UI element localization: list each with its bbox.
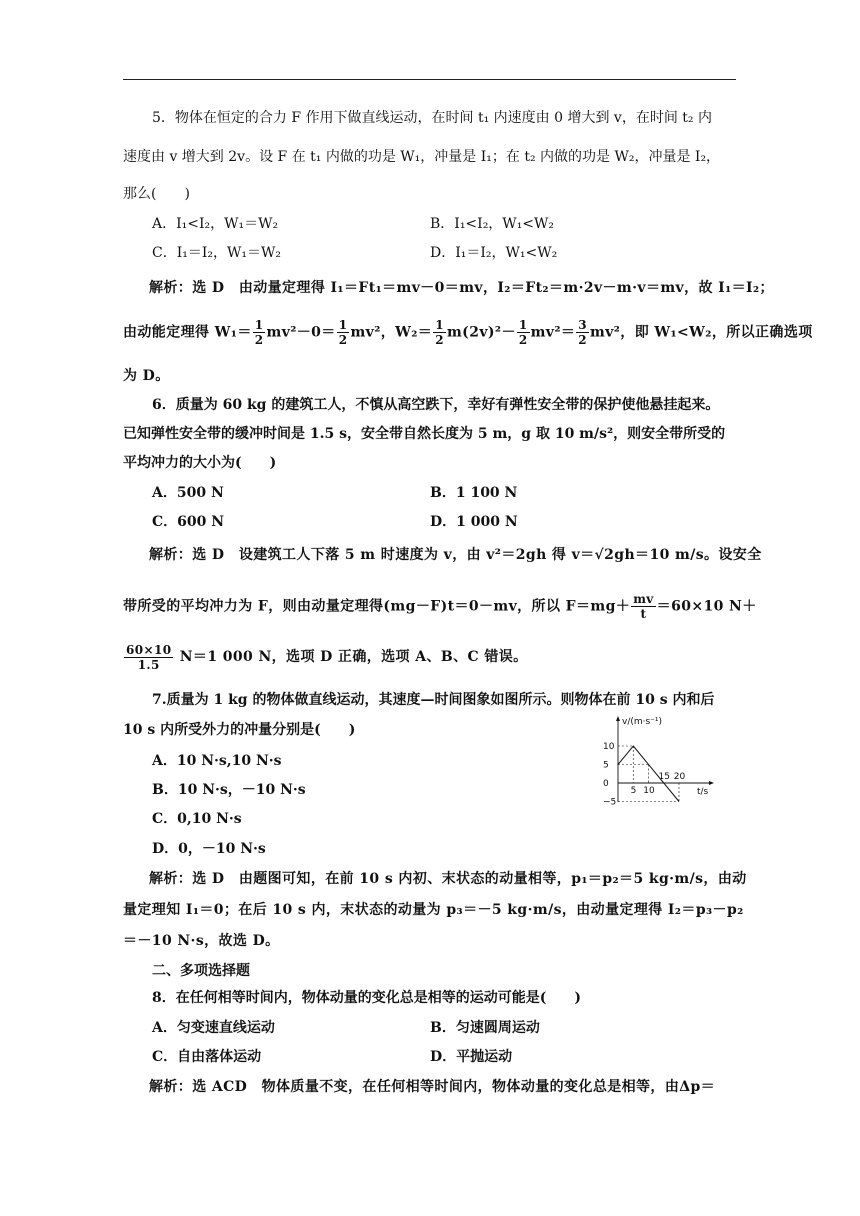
x-tick-label: 10 [643,786,655,796]
fraction-600-over-1-5: $\frac{60\times 10}{1.5}$ [126,642,172,672]
q8-option-c: C．自由落体运动 [152,1049,262,1065]
fraction-half: $\frac{1}{2}$ [338,318,348,347]
q6-solution-line1: 解析：选 D 设建筑工人下落 5 m 时速度为 v，由 v²＝2gh 得 v＝√2gh＝10 m/s。设安全 [149,547,762,563]
q5-stem-line2: 速度由 v 增大到 2v。设 F 在 t₁ 内做的功是 W₁，冲量是 I₁；在 t₂ 内做的功是 W₂，冲量是 I₂， [123,149,721,165]
q7-stem-line1: 7.质量为 1 kg 的物体做直线运动，其速度—时间图象如图所示。则物体在前 10 s 内和后 [152,692,715,708]
fraction-three-halves: $\frac{3}{2}$ [578,318,588,347]
q5-option-c: C．I₁＝I₂，W₁＝W₂ [152,245,282,261]
q6-option-a: A．500 N [152,485,224,501]
q6-option-b: B．1 100 N [430,485,518,501]
fraction-mv-over-t: $\frac{mv}{t}$ [633,592,654,621]
q7-option-a: A．10 N·s,10 N·s [152,753,282,769]
q8-option-a: A．匀变速直线运动 [152,1020,275,1036]
q5-stem-line3: 那么( ) [123,186,190,202]
q7-solution-line1: 解析：选 D 由题图可知，在前 10 s 内初、末状态的动量相等，p₁＝p₂＝5 kg·m/s，由动 [149,871,747,887]
q7-stem-line2: 10 s 内所受外力的冲量分别是( ) [123,722,356,738]
q5-solution-line3: 为 D。 [123,368,170,384]
y-tick-label: 0 [603,779,609,789]
q8-option-b: B．匀速圆周运动 [430,1020,540,1036]
q5-solution-line1: 解析：选 D 由动量定理得 I₁＝Ft₁＝mv－0＝mv，I₂＝Ft₂＝m·2v－m·v＝mv，故 I₁＝I₂； [149,280,774,296]
q6-stem-line3: 平均冲力的大小为( ) [123,455,277,471]
chart-xlabel: t/s [697,787,709,797]
q8-stem-line1: 8．在任何相等时间内，物体动量的变化总是相等的运动可能是( ) [152,990,581,1006]
q6-option-d: D．1 000 N [430,514,518,530]
q6-solution-line2: 带所受的平均冲力为 F，则由动量定理得(mg－F)t＝0－mv，所以 F＝mg＋ $\frac{mv}{t}$ ＝60×10 N＋ [123,592,757,621]
y-tick-label: 10 [603,742,615,752]
fraction-half: $\frac{1}{2}$ [518,318,528,347]
x-axis-arrow [709,781,714,785]
x-tick-label: 15 [658,772,670,782]
q5-solution-line2: 由动能定理得 W₁＝ $\frac{1}{2}$ mv²－0＝ $\frac{1}{2}$ mv²，W₂＝ $\frac{1}{2}$ m(2v)²－ $\frac{1}{2}$ mv²＝ $\frac{3}{2}$ mv²，即 W₁<W₂，所以正确选项 [123,318,813,347]
q5-stem-line1: 5．物体在恒定的合力 F 作用下做直线运动，在时间 t₁ 内速度由 0 增大到 v，在时间 t₂ 内 [152,110,712,126]
chart-ylabel: v/(m·s⁻¹) [622,717,663,727]
q7-option-b: B．10 N·s，－10 N·s [152,782,306,798]
q5-option-d: D．I₁＝I₂，W₁<W₂ [430,245,558,261]
fraction-half: $\frac{1}{2}$ [435,318,444,347]
section-heading: 二、多项选择题 [152,963,250,979]
x-tick-label: 5 [630,786,637,796]
q6-option-c: C．600 N [152,514,225,530]
q8-solution-line1: 解析：选 ACD 物体质量不变，在任何相等时间内，物体动量的变化总是相等，由Δp＝ [149,1079,716,1095]
q7-option-c: C．0,10 N·s [152,811,242,827]
q6-stem-line2: 已知弹性安全带的缓冲时间是 1.5 s，安全带自然长度为 5 m，g 取 10 m/s²，则安全带所受的 [123,426,726,442]
y-tick-label: −5 [603,797,617,806]
velocity-time-chart [600,714,718,806]
header-rule [123,79,736,80]
q5-option-a: A．I₁<I₂，W₁＝W₂ [152,216,279,232]
x-tick-label: 20 [673,772,686,782]
y-axis-arrow [616,716,620,721]
q6-solution-line3: $\frac{60\times 10}{1.5}$ N＝1 000 N，选项 D 正确，选项 A、B、C 错误。 [126,642,528,672]
q8-option-d: D．平抛运动 [430,1049,513,1065]
q5-option-b: B．I₁<I₂，W₁<W₂ [430,216,555,232]
y-tick-label: 5 [603,760,609,771]
q7-solution-line2: 量定理知 I₁＝0；在后 10 s 内，末状态的动量为 p₃＝－5 kg·m/s，由动量定理得 I₂＝p₃－p₂ [123,902,744,918]
q7-option-d: D．0，－10 N·s [152,841,266,857]
q7-solution-line3: ＝－10 N·s，故选 D。 [123,933,280,949]
q6-stem-line1: 6．质量为 60 kg 的建筑工人，不慎从高空跌下，幸好有弹性安全带的保护使他悬挂起来。 [152,397,720,413]
fraction-half: $\frac{1}{2}$ [254,318,264,347]
